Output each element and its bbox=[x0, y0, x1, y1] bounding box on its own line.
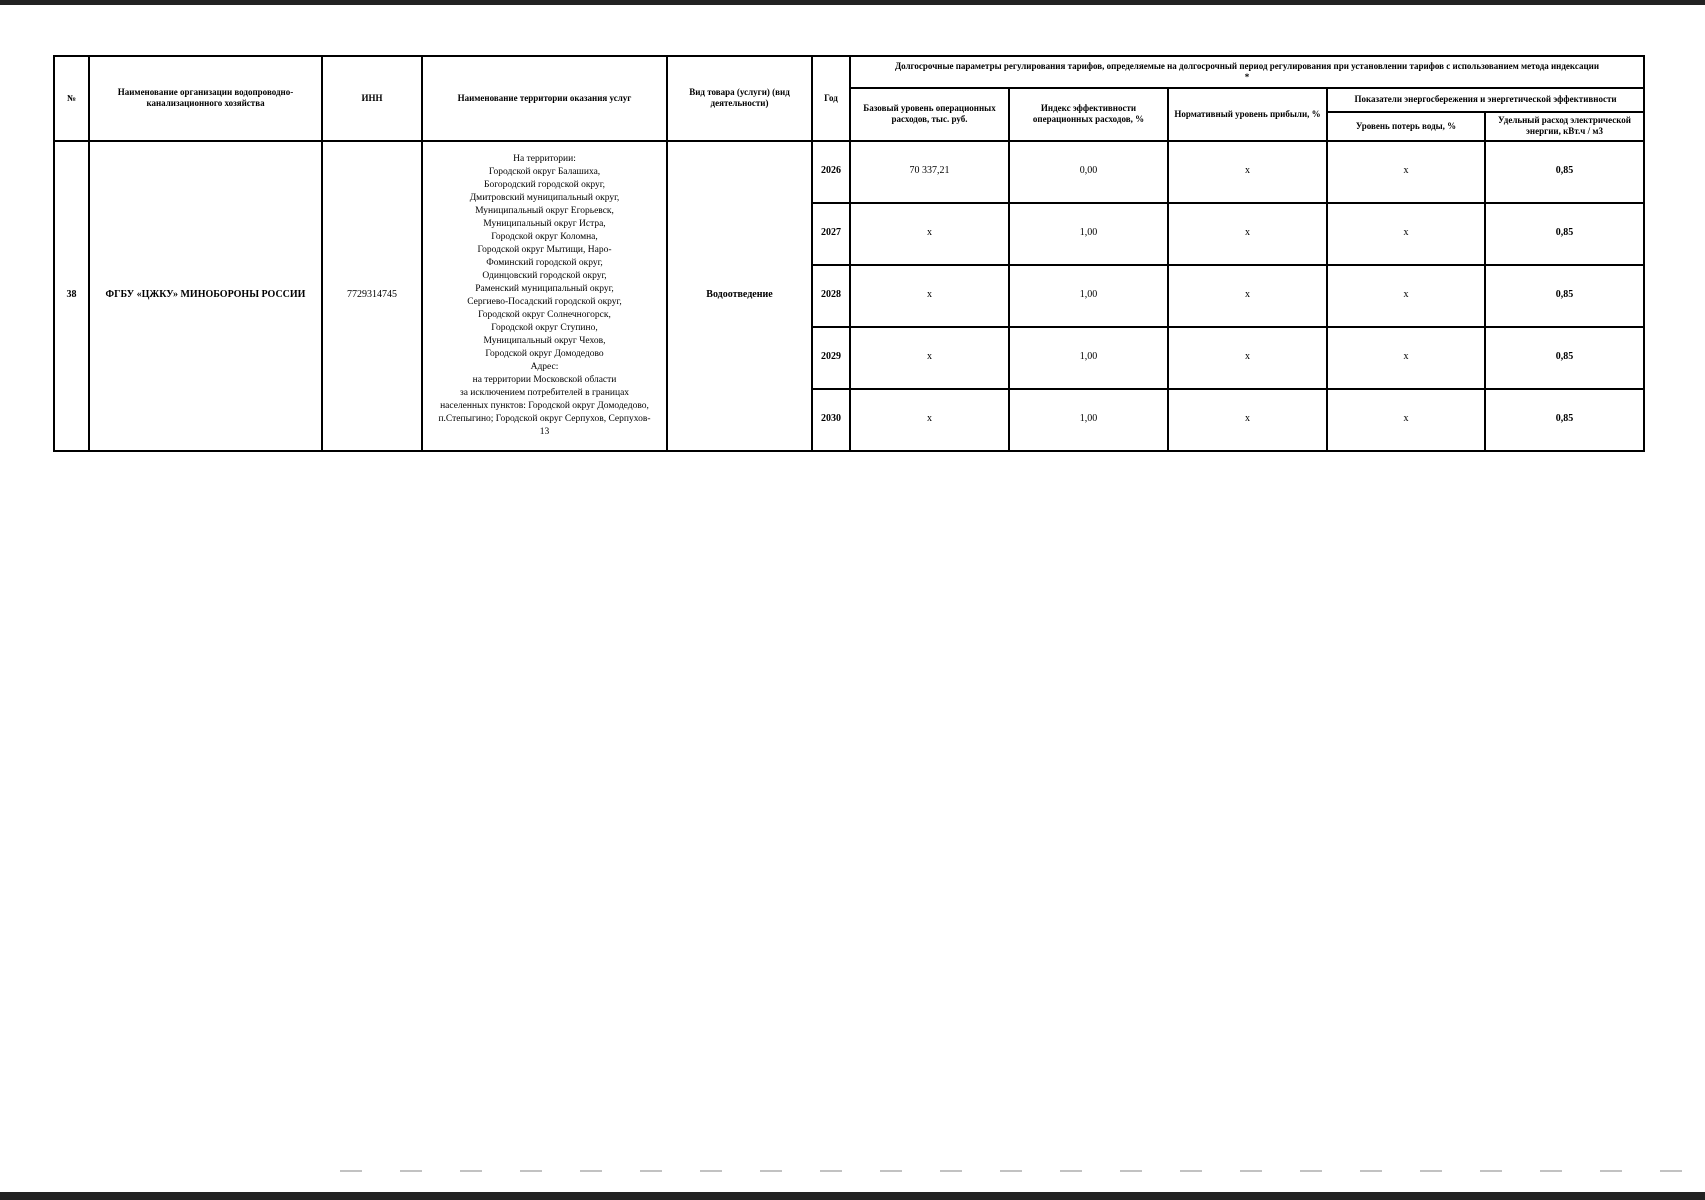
territory-line: На территории: bbox=[513, 153, 576, 164]
header-org-name: Наименование организации водопроводно-канализационного хозяйства bbox=[89, 56, 322, 141]
header-long-term-group-text: Долгосрочные параметры регулирования тарифов, определяемые на долгосрочный период регулирования при установлении тарифов с использованием метода индексации bbox=[894, 60, 1600, 71]
water-loss-cell: x bbox=[1327, 265, 1485, 327]
record-num: 38 bbox=[54, 141, 89, 451]
base-opex-cell: x bbox=[850, 389, 1009, 451]
efficiency-index-cell: 1,00 bbox=[1009, 203, 1168, 265]
territory-line: Одинцовский городской округ, bbox=[482, 270, 607, 281]
header-efficiency-index: Индекс эффективности операционных расходов, % bbox=[1009, 88, 1168, 141]
territory-line: Фоминский городской округ, bbox=[486, 257, 603, 268]
scan-bottom-edge bbox=[0, 1192, 1705, 1200]
territory-line: Городской округ Ступино, bbox=[491, 322, 598, 333]
territory-line: Дмитровский муниципальный округ, bbox=[469, 192, 620, 203]
water-loss-cell: x bbox=[1327, 141, 1485, 203]
efficiency-index-cell: 1,00 bbox=[1009, 265, 1168, 327]
territory-line: Муниципальный округ Егорьевск, bbox=[475, 205, 614, 216]
normative-profit-cell: x bbox=[1168, 141, 1327, 203]
territory-line: Городской округ Домодедово bbox=[485, 348, 604, 359]
header-long-term-group bbox=[850, 56, 1644, 88]
year-cell: 2030 bbox=[812, 389, 850, 451]
territory-line: Городской округ Коломна, bbox=[491, 231, 598, 242]
scan-top-edge bbox=[0, 0, 1705, 5]
normative-profit-cell: x bbox=[1168, 389, 1327, 451]
header-service-type: Вид товара (услуги) (вид деятельности) bbox=[667, 56, 812, 141]
territory-line: 13 bbox=[539, 426, 550, 437]
territory-line: Муниципальный округ Чехов, bbox=[483, 335, 606, 346]
territory-line: Богородский городской округ, bbox=[483, 179, 606, 190]
territory-line: Городской округ Мытищи, Наро- bbox=[477, 244, 612, 255]
header-long-term-group-mark: * bbox=[1244, 72, 1250, 82]
year-cell: 2026 bbox=[812, 141, 850, 203]
electricity-use-cell: 0,85 bbox=[1485, 389, 1644, 451]
year-cell: 2028 bbox=[812, 265, 850, 327]
header-normative-profit: Нормативный уровень прибыли, % bbox=[1168, 88, 1327, 141]
record-inn: 7729314745 bbox=[322, 141, 422, 451]
efficiency-index-cell: 1,00 bbox=[1009, 389, 1168, 451]
territory-line: за исключением потребителей в границах bbox=[459, 387, 630, 398]
header-electricity-use: Удельный расход электрической энергии, кВт.ч / м3 bbox=[1485, 112, 1644, 141]
territory-line: Муниципальный округ Истра, bbox=[483, 218, 606, 229]
territory-line: Раменский муниципальный округ, bbox=[475, 283, 614, 294]
territory-line: п.Степыгино; Городской округ Серпухов, Серпухов- bbox=[438, 413, 651, 424]
header-base-opex: Базовый уровень операционных расходов, тыс. руб. bbox=[850, 88, 1009, 141]
efficiency-index-cell: 0,00 bbox=[1009, 141, 1168, 203]
scan-noise bbox=[340, 1170, 1700, 1172]
year-cell: 2027 bbox=[812, 203, 850, 265]
territory-line: населенных пунктов: Городской округ Домодедово, bbox=[440, 400, 649, 411]
header-inn: ИНН bbox=[322, 56, 422, 141]
electricity-use-cell: 0,85 bbox=[1485, 265, 1644, 327]
territory-line: Сергиево-Посадский городской округ, bbox=[467, 296, 622, 307]
record-territory bbox=[422, 141, 667, 451]
normative-profit-cell: x bbox=[1168, 327, 1327, 389]
water-loss-cell: x bbox=[1327, 389, 1485, 451]
electricity-use-cell: 0,85 bbox=[1485, 141, 1644, 203]
header-water-loss: Уровень потерь воды, % bbox=[1327, 112, 1485, 141]
table-row bbox=[54, 141, 1644, 203]
tariff-parameters-table bbox=[53, 55, 1645, 452]
header-year: Год bbox=[812, 56, 850, 141]
normative-profit-cell: x bbox=[1168, 203, 1327, 265]
base-opex-cell: x bbox=[850, 265, 1009, 327]
header-num: № bbox=[54, 56, 89, 141]
base-opex-cell: x bbox=[850, 203, 1009, 265]
water-loss-cell: x bbox=[1327, 203, 1485, 265]
header-territory: Наименование территории оказания услуг bbox=[422, 56, 667, 141]
header-energy-group: Показатели энергосбережения и энергетической эффективности bbox=[1327, 88, 1644, 112]
efficiency-index-cell: 1,00 bbox=[1009, 327, 1168, 389]
territory-line: на территории Московской области bbox=[472, 374, 617, 385]
normative-profit-cell: x bbox=[1168, 265, 1327, 327]
electricity-use-cell: 0,85 bbox=[1485, 203, 1644, 265]
territory-line: Адрес: bbox=[530, 361, 559, 372]
territory-line: Городской округ Балашиха, bbox=[488, 166, 601, 177]
territory-line: Городской округ Солнечногорск, bbox=[478, 309, 611, 320]
year-cell: 2029 bbox=[812, 327, 850, 389]
base-opex-cell: 70 337,21 bbox=[850, 141, 1009, 203]
table-header bbox=[54, 56, 1644, 141]
electricity-use-cell: 0,85 bbox=[1485, 327, 1644, 389]
base-opex-cell: x bbox=[850, 327, 1009, 389]
water-loss-cell: x bbox=[1327, 327, 1485, 389]
record-service-type: Водоотведение bbox=[667, 141, 812, 451]
record-org-name: ФГБУ «ЦЖКУ» МИНОБОРОНЫ РОССИИ bbox=[89, 141, 322, 451]
table-body bbox=[54, 141, 1644, 451]
